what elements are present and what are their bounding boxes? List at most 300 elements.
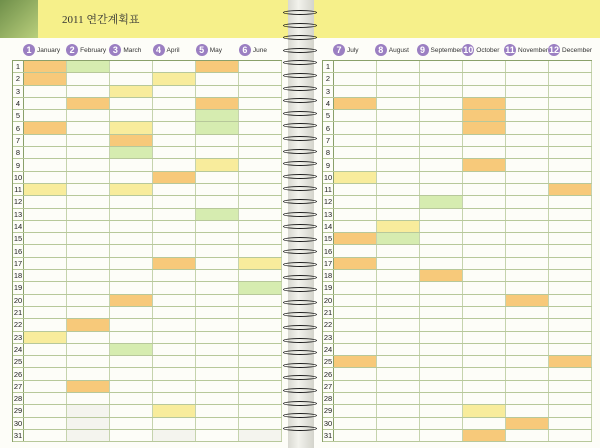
day-cell bbox=[377, 184, 420, 195]
day-cell bbox=[110, 159, 153, 170]
day-cell bbox=[67, 172, 110, 183]
day-number: 15 bbox=[323, 234, 333, 244]
day-cell bbox=[377, 135, 420, 146]
day-cell bbox=[153, 270, 196, 281]
day-cell bbox=[24, 73, 67, 84]
day-cell bbox=[420, 282, 463, 293]
day-cell bbox=[110, 172, 153, 183]
day-cell bbox=[67, 381, 110, 392]
month-number-badge: 8 bbox=[375, 44, 387, 56]
month-name: August bbox=[388, 46, 409, 54]
day-cell bbox=[24, 307, 67, 318]
day-cell bbox=[420, 147, 463, 158]
day-cell bbox=[506, 307, 549, 318]
binding-ring bbox=[283, 174, 317, 179]
day-cell bbox=[67, 110, 110, 121]
day-cell bbox=[239, 295, 282, 306]
day-cell bbox=[24, 295, 67, 306]
day-number: 17 bbox=[13, 258, 23, 268]
day-number: 28 bbox=[323, 394, 333, 404]
day-cell bbox=[506, 147, 549, 158]
day-number: 20 bbox=[13, 295, 23, 305]
day-cell bbox=[420, 270, 463, 281]
day-cell bbox=[506, 86, 549, 97]
day-row bbox=[13, 307, 282, 319]
day-number: 30 bbox=[323, 418, 333, 428]
day-number: 26 bbox=[13, 369, 23, 379]
day-number: 26 bbox=[323, 369, 333, 379]
day-cell bbox=[239, 307, 282, 318]
day-cell bbox=[549, 172, 592, 183]
day-cell bbox=[110, 430, 153, 441]
day-cell bbox=[239, 135, 282, 146]
day-row bbox=[13, 319, 282, 331]
day-cell bbox=[24, 368, 67, 379]
day-row bbox=[323, 319, 592, 331]
month-name: March bbox=[123, 46, 142, 54]
day-cell bbox=[377, 172, 420, 183]
month-name: June bbox=[252, 46, 267, 54]
day-cell bbox=[549, 332, 592, 343]
month-header bbox=[109, 40, 152, 60]
day-cell bbox=[67, 147, 110, 158]
day-number: 9 bbox=[323, 159, 334, 170]
day-cell bbox=[377, 381, 420, 392]
day-cell bbox=[153, 332, 196, 343]
day-cell bbox=[239, 430, 282, 441]
day-row bbox=[323, 393, 592, 405]
month-number-badge: 5 bbox=[196, 44, 208, 56]
day-cell bbox=[67, 184, 110, 195]
day-cell bbox=[24, 147, 67, 158]
day-cell bbox=[24, 196, 67, 207]
day-cell bbox=[334, 86, 377, 97]
day-cell bbox=[463, 381, 506, 392]
day-cell bbox=[334, 110, 377, 121]
day-cell bbox=[24, 221, 67, 232]
day-row bbox=[13, 61, 282, 73]
day-cell bbox=[420, 258, 463, 269]
day-cell bbox=[506, 295, 549, 306]
day-row bbox=[13, 393, 282, 405]
day-cell bbox=[334, 122, 377, 133]
day-cell bbox=[334, 221, 377, 232]
day-cell bbox=[196, 221, 239, 232]
day-cell bbox=[239, 258, 282, 269]
day-cell bbox=[377, 61, 420, 72]
month-number-badge: 3 bbox=[109, 44, 121, 56]
day-row bbox=[323, 233, 592, 245]
day-cell bbox=[110, 319, 153, 330]
day-number: 18 bbox=[323, 271, 333, 281]
day-cell bbox=[153, 418, 196, 429]
day-cell bbox=[334, 393, 377, 404]
binding-ring bbox=[283, 262, 317, 267]
day-cell bbox=[196, 270, 239, 281]
day-row bbox=[13, 430, 282, 442]
day-cell bbox=[549, 356, 592, 367]
binding-ring bbox=[283, 48, 317, 53]
day-cell bbox=[463, 368, 506, 379]
day-cell bbox=[334, 147, 377, 158]
day-cell bbox=[196, 233, 239, 244]
day-cell bbox=[549, 393, 592, 404]
day-cell bbox=[153, 233, 196, 244]
day-cell bbox=[377, 196, 420, 207]
day-cell bbox=[420, 122, 463, 133]
day-cell bbox=[463, 147, 506, 158]
day-cell bbox=[549, 110, 592, 121]
day-row bbox=[13, 209, 282, 221]
day-number: 25 bbox=[323, 357, 333, 367]
day-number: 29 bbox=[13, 406, 23, 416]
day-cell bbox=[110, 405, 153, 416]
day-row bbox=[13, 147, 282, 159]
day-cell bbox=[153, 307, 196, 318]
day-cell bbox=[549, 307, 592, 318]
day-cell bbox=[153, 295, 196, 306]
day-cell bbox=[420, 356, 463, 367]
day-cell bbox=[420, 295, 463, 306]
day-row bbox=[13, 86, 282, 98]
day-cell bbox=[420, 209, 463, 220]
day-cell bbox=[67, 319, 110, 330]
day-cell bbox=[24, 110, 67, 121]
day-cell bbox=[377, 418, 420, 429]
day-cell bbox=[463, 122, 506, 133]
day-number: 4 bbox=[13, 98, 24, 109]
day-row bbox=[323, 344, 592, 356]
day-row bbox=[13, 332, 282, 344]
day-row bbox=[323, 73, 592, 85]
day-number: 30 bbox=[13, 418, 23, 428]
day-cell bbox=[463, 393, 506, 404]
binding-ring bbox=[283, 401, 317, 406]
day-cell bbox=[196, 332, 239, 343]
day-cell bbox=[110, 209, 153, 220]
day-cell bbox=[549, 430, 592, 441]
day-cell bbox=[506, 73, 549, 84]
day-cell bbox=[239, 73, 282, 84]
day-cell bbox=[24, 282, 67, 293]
day-cell bbox=[549, 381, 592, 392]
day-cell bbox=[153, 159, 196, 170]
binding-ring bbox=[283, 388, 317, 393]
day-number: 13 bbox=[13, 209, 23, 219]
day-cell bbox=[420, 245, 463, 256]
day-cell bbox=[420, 307, 463, 318]
day-number: 3 bbox=[323, 86, 334, 97]
binding-ring bbox=[283, 86, 317, 91]
day-cell bbox=[420, 86, 463, 97]
day-cell bbox=[377, 122, 420, 133]
day-row bbox=[323, 172, 592, 184]
day-row bbox=[323, 295, 592, 307]
month-header bbox=[66, 40, 109, 60]
day-cell bbox=[463, 110, 506, 121]
day-cell bbox=[24, 98, 67, 109]
day-cell bbox=[153, 221, 196, 232]
day-row bbox=[13, 184, 282, 196]
day-row bbox=[323, 122, 592, 134]
day-cell bbox=[506, 172, 549, 183]
day-cell bbox=[549, 233, 592, 244]
day-cell bbox=[153, 196, 196, 207]
month-header-row bbox=[12, 40, 282, 60]
binding-ring bbox=[283, 73, 317, 78]
day-row bbox=[323, 258, 592, 270]
binding-ring bbox=[283, 426, 317, 431]
day-cell bbox=[377, 110, 420, 121]
month-header bbox=[333, 40, 375, 60]
month-header bbox=[417, 40, 463, 60]
day-number: 19 bbox=[13, 283, 23, 293]
day-cell bbox=[67, 418, 110, 429]
day-number: 12 bbox=[13, 197, 23, 207]
day-cell bbox=[334, 73, 377, 84]
day-cell bbox=[239, 221, 282, 232]
day-cell bbox=[549, 221, 592, 232]
day-cell bbox=[506, 356, 549, 367]
day-cell bbox=[196, 295, 239, 306]
day-row bbox=[323, 270, 592, 282]
day-cell bbox=[463, 319, 506, 330]
day-cell bbox=[239, 233, 282, 244]
binding-ring bbox=[283, 111, 317, 116]
day-row bbox=[13, 344, 282, 356]
day-cell bbox=[153, 135, 196, 146]
day-cell bbox=[239, 319, 282, 330]
day-grid bbox=[12, 60, 282, 442]
day-cell bbox=[463, 307, 506, 318]
month-name: January bbox=[37, 46, 61, 54]
day-cell bbox=[67, 86, 110, 97]
day-cell bbox=[549, 86, 592, 97]
day-row bbox=[13, 418, 282, 430]
left-calendar-panel bbox=[12, 40, 282, 442]
day-cell bbox=[377, 270, 420, 281]
day-cell bbox=[153, 381, 196, 392]
day-cell bbox=[110, 245, 153, 256]
day-cell bbox=[420, 196, 463, 207]
day-number: 24 bbox=[323, 344, 333, 354]
day-cell bbox=[239, 122, 282, 133]
day-cell bbox=[110, 86, 153, 97]
day-cell bbox=[239, 98, 282, 109]
day-cell bbox=[377, 245, 420, 256]
day-cell bbox=[239, 344, 282, 355]
day-cell bbox=[110, 122, 153, 133]
day-cell bbox=[110, 233, 153, 244]
day-cell bbox=[463, 344, 506, 355]
day-cell bbox=[110, 344, 153, 355]
day-cell bbox=[67, 344, 110, 355]
day-cell bbox=[377, 147, 420, 158]
day-cell bbox=[24, 393, 67, 404]
day-cell bbox=[334, 344, 377, 355]
day-row bbox=[323, 368, 592, 380]
day-row bbox=[323, 430, 592, 442]
day-cell bbox=[549, 159, 592, 170]
day-cell bbox=[24, 245, 67, 256]
binding-ring bbox=[283, 212, 317, 217]
day-cell bbox=[334, 172, 377, 183]
day-cell bbox=[239, 196, 282, 207]
day-cell bbox=[153, 245, 196, 256]
day-cell bbox=[24, 135, 67, 146]
day-cell bbox=[334, 245, 377, 256]
day-cell bbox=[377, 307, 420, 318]
day-cell bbox=[24, 184, 67, 195]
day-cell bbox=[549, 270, 592, 281]
month-header bbox=[462, 40, 504, 60]
header-spacer bbox=[322, 40, 333, 60]
page-title: 2011 연간계획표 bbox=[62, 14, 140, 26]
day-cell bbox=[110, 270, 153, 281]
day-cell bbox=[239, 393, 282, 404]
day-number: 27 bbox=[323, 381, 333, 391]
day-cell bbox=[67, 393, 110, 404]
day-cell bbox=[196, 184, 239, 195]
binding-ring bbox=[283, 136, 317, 141]
day-cell bbox=[463, 159, 506, 170]
day-number: 13 bbox=[323, 209, 333, 219]
month-number-badge: 2 bbox=[66, 44, 78, 56]
day-number: 21 bbox=[13, 308, 23, 318]
day-cell bbox=[153, 319, 196, 330]
day-cell bbox=[110, 295, 153, 306]
day-cell bbox=[153, 209, 196, 220]
day-cell bbox=[67, 73, 110, 84]
day-cell bbox=[549, 258, 592, 269]
day-cell bbox=[334, 282, 377, 293]
day-cell bbox=[196, 381, 239, 392]
day-cell bbox=[67, 282, 110, 293]
day-cell bbox=[110, 393, 153, 404]
day-cell bbox=[463, 332, 506, 343]
day-number: 25 bbox=[13, 357, 23, 367]
day-row bbox=[13, 282, 282, 294]
binding-ring bbox=[283, 10, 317, 15]
day-cell bbox=[110, 258, 153, 269]
day-number: 31 bbox=[13, 431, 23, 441]
binding-ring bbox=[283, 199, 317, 204]
day-number: 2 bbox=[323, 73, 334, 84]
day-grid bbox=[322, 60, 592, 442]
day-row bbox=[13, 356, 282, 368]
day-cell bbox=[24, 430, 67, 441]
day-cell bbox=[463, 135, 506, 146]
month-header bbox=[196, 40, 239, 60]
day-cell bbox=[506, 159, 549, 170]
day-cell bbox=[334, 405, 377, 416]
day-row bbox=[323, 209, 592, 221]
day-cell bbox=[67, 307, 110, 318]
day-cell bbox=[420, 368, 463, 379]
day-row bbox=[323, 332, 592, 344]
day-cell bbox=[239, 209, 282, 220]
day-cell bbox=[24, 61, 67, 72]
day-cell bbox=[153, 405, 196, 416]
day-cell bbox=[334, 430, 377, 441]
month-number-badge: 7 bbox=[333, 44, 345, 56]
binding-ring bbox=[283, 149, 317, 154]
day-cell bbox=[420, 98, 463, 109]
day-cell bbox=[420, 344, 463, 355]
day-cell bbox=[153, 282, 196, 293]
day-cell bbox=[334, 368, 377, 379]
day-cell bbox=[24, 270, 67, 281]
day-cell bbox=[24, 405, 67, 416]
day-cell bbox=[196, 86, 239, 97]
day-cell bbox=[549, 196, 592, 207]
day-cell bbox=[377, 405, 420, 416]
day-number: 1 bbox=[323, 61, 334, 72]
day-cell bbox=[153, 98, 196, 109]
day-cell bbox=[67, 61, 110, 72]
day-cell bbox=[110, 307, 153, 318]
day-cell bbox=[549, 184, 592, 195]
month-name: May bbox=[209, 46, 222, 54]
day-number: 11 bbox=[323, 184, 334, 195]
day-cell bbox=[196, 245, 239, 256]
day-cell bbox=[153, 147, 196, 158]
day-cell bbox=[24, 319, 67, 330]
day-row bbox=[13, 405, 282, 417]
day-cell bbox=[463, 418, 506, 429]
day-cell bbox=[196, 110, 239, 121]
day-cell bbox=[334, 319, 377, 330]
day-cell bbox=[239, 110, 282, 121]
month-name: November bbox=[518, 46, 549, 54]
day-row bbox=[13, 245, 282, 257]
day-cell bbox=[506, 270, 549, 281]
day-cell bbox=[506, 233, 549, 244]
day-cell bbox=[110, 332, 153, 343]
day-number: 18 bbox=[13, 271, 23, 281]
day-cell bbox=[67, 209, 110, 220]
day-cell bbox=[334, 332, 377, 343]
binding-ring bbox=[283, 23, 317, 28]
day-cell bbox=[463, 221, 506, 232]
right-calendar-panel bbox=[322, 40, 592, 442]
day-cell bbox=[110, 368, 153, 379]
day-cell bbox=[110, 282, 153, 293]
day-cell bbox=[506, 430, 549, 441]
day-cell bbox=[67, 135, 110, 146]
day-cell bbox=[506, 209, 549, 220]
month-header bbox=[375, 40, 417, 60]
day-row bbox=[13, 196, 282, 208]
day-cell bbox=[24, 209, 67, 220]
day-cell bbox=[506, 98, 549, 109]
day-row bbox=[323, 110, 592, 122]
month-header-row bbox=[322, 40, 592, 60]
day-cell bbox=[334, 61, 377, 72]
day-cell bbox=[377, 319, 420, 330]
day-cell bbox=[549, 147, 592, 158]
day-row bbox=[323, 159, 592, 171]
day-row bbox=[323, 86, 592, 98]
day-number: 9 bbox=[13, 159, 24, 170]
day-row bbox=[323, 61, 592, 73]
day-cell bbox=[334, 184, 377, 195]
day-cell bbox=[506, 393, 549, 404]
day-cell bbox=[334, 307, 377, 318]
day-cell bbox=[110, 61, 153, 72]
day-cell bbox=[24, 344, 67, 355]
day-number: 19 bbox=[323, 283, 333, 293]
